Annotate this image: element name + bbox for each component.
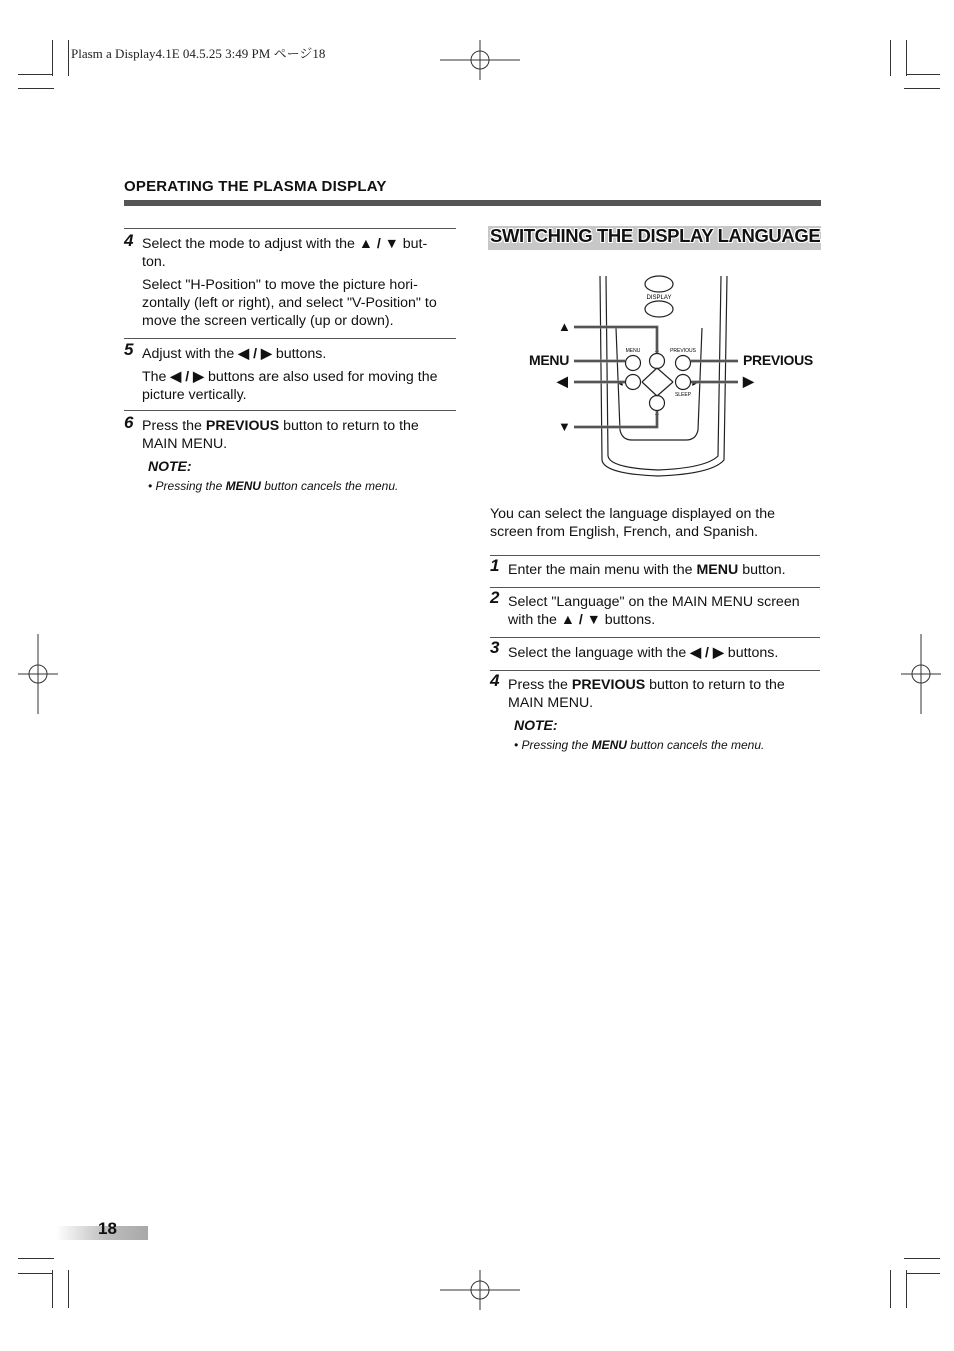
callout-previous-label: PREVIOUS bbox=[743, 352, 813, 368]
language-step-4 bbox=[490, 670, 820, 753]
section-title: OPERATING THE PLASMA DISPLAY bbox=[124, 178, 387, 195]
step-number: 5 bbox=[124, 340, 134, 359]
callout-left-arrow-icon: ◀ bbox=[557, 373, 568, 389]
step-text: Select the mode to adjust with the ▲ / ▼ but- ton. bbox=[142, 236, 428, 270]
callout-down-arrow-icon: ▼ bbox=[558, 419, 571, 434]
down-arrow-icon: ▼ bbox=[653, 413, 661, 420]
step-text: Select "Language" on the MAIN MENU screen with the ▲ / ▼ buttons. bbox=[508, 594, 800, 628]
right-arrow-icon: ▶ bbox=[692, 380, 698, 387]
note-text: • Pressing the MENU button cancels the menu. bbox=[514, 738, 765, 752]
step-text: Adjust with the ◀ / ▶ buttons. bbox=[142, 346, 327, 362]
note-label: NOTE: bbox=[514, 717, 558, 733]
step-text: Enter the main menu with the MENU button. bbox=[508, 562, 786, 578]
print-header: Plasm a Display4.1E 04.5.25 3:49 PM ページ18 bbox=[71, 46, 326, 61]
step-number: 6 bbox=[124, 413, 134, 432]
registration-mark-bottom bbox=[440, 1268, 520, 1312]
registration-mark-right bbox=[899, 634, 943, 714]
language-step-2 bbox=[490, 587, 820, 638]
callout-menu-label: MENU bbox=[529, 352, 570, 368]
note-label: NOTE: bbox=[148, 458, 192, 474]
step-number: 1 bbox=[490, 556, 500, 575]
step-5 bbox=[124, 338, 456, 411]
left-arrow-icon: ◀ bbox=[617, 380, 623, 387]
step-text: Select the language with the ◀ / ▶ buttons. bbox=[508, 645, 779, 661]
callout-right-arrow-icon: ▶ bbox=[743, 373, 754, 389]
language-step-1 bbox=[490, 555, 820, 588]
language-step-3 bbox=[490, 637, 820, 671]
callout-up-arrow-icon: ▲ bbox=[558, 319, 571, 334]
step-number: 4 bbox=[124, 231, 134, 250]
previous-button-label: PREVIOUS bbox=[670, 348, 696, 354]
display-button-label: DISPLAY bbox=[646, 295, 672, 301]
section-rule bbox=[124, 200, 821, 206]
step-4 bbox=[124, 228, 456, 339]
sleep-button-label: SLEEP bbox=[674, 392, 692, 398]
up-arrow-icon: ▲ bbox=[653, 347, 661, 354]
step-text: Press the PREVIOUS button to return to the MAIN MENU. bbox=[142, 418, 419, 452]
language-section-title: SWITCHING THE DISPLAY LANGUAGE bbox=[488, 226, 821, 250]
step-number: 2 bbox=[490, 588, 500, 607]
step-text: Press the PREVIOUS button to return to the MAIN MENU. bbox=[508, 677, 785, 711]
registration-mark-top bbox=[440, 38, 520, 82]
note-text: • Pressing the MENU button cancels the menu. bbox=[148, 479, 399, 493]
page-number: 18 bbox=[98, 1219, 117, 1238]
registration-mark-left bbox=[16, 634, 60, 714]
menu-button-label: MENU bbox=[625, 348, 641, 354]
step-number: 3 bbox=[490, 638, 500, 657]
step-detail: The ◀ / ▶ buttons are also used for moving the picture vertically. bbox=[142, 369, 438, 403]
step-6 bbox=[124, 410, 456, 493]
intro-text: You can select the language displayed on the screen from English, French, and Spanish. bbox=[490, 506, 776, 540]
step-number: 4 bbox=[490, 671, 500, 690]
step-detail: Select "H-Position" to move the picture hori-zontally (left or right), and select "V-Position" to move the screen vertically (up or down). bbox=[142, 277, 437, 329]
